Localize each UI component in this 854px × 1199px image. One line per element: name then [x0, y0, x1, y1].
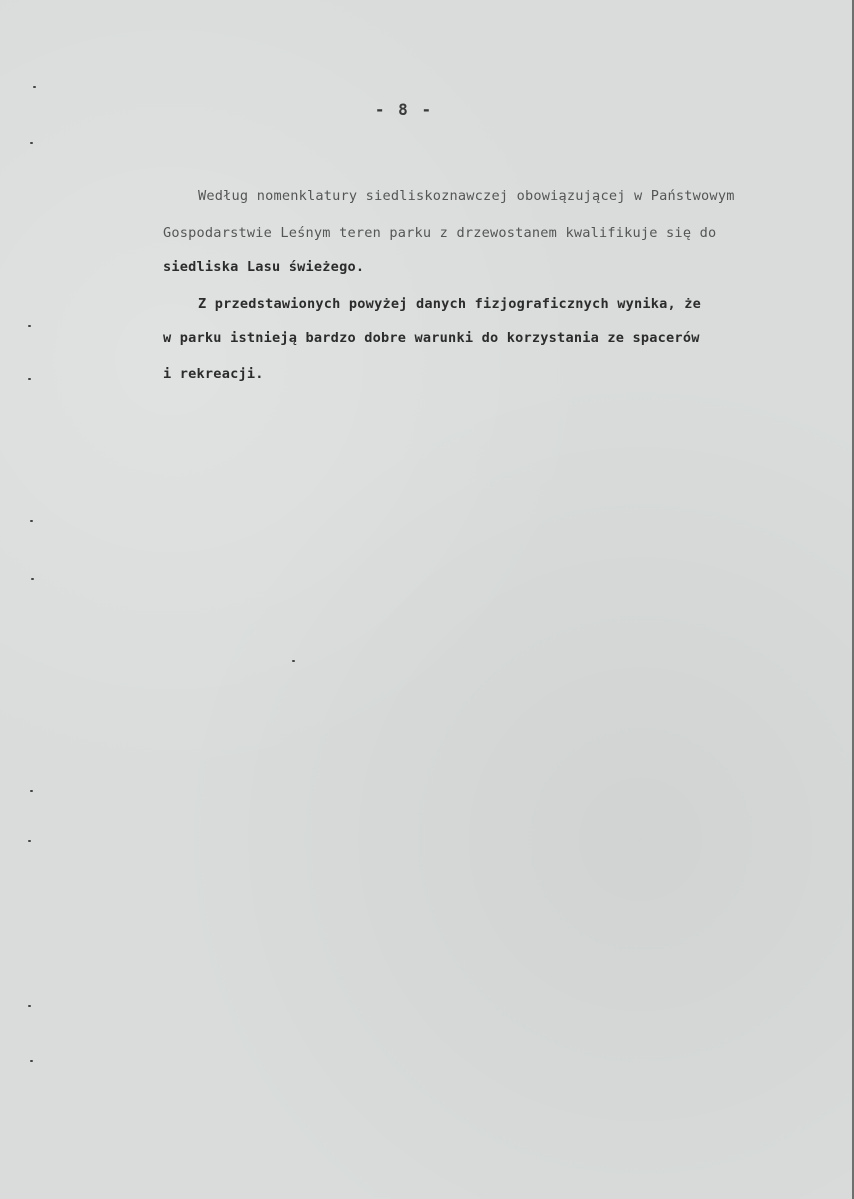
margin-mark [28, 378, 31, 380]
page-number: - 8 - [374, 100, 434, 119]
margin-mark [30, 1060, 33, 1062]
margin-mark [28, 325, 31, 327]
margin-mark [28, 1005, 31, 1007]
text-line-3: siedliska Lasu świeżego. [163, 259, 365, 275]
margin-mark [28, 840, 31, 842]
margin-mark [31, 578, 34, 580]
margin-mark [30, 790, 33, 792]
margin-mark [30, 520, 33, 522]
text-line-4: Z przedstawionych powyżej danych fizjograficznych wynika, że [198, 296, 702, 312]
text-line-5: w parku istnieją bardzo dobre warunki do korzystania ze spacerów [163, 330, 700, 346]
margin-mark [30, 142, 33, 144]
margin-mark [33, 86, 36, 88]
text-line-2: Gospodarstwie Leśnym teren parku z drzewostanem kwalifikuje się do [163, 225, 717, 241]
text-line-1: Według nomenklatury siedliskoznawczej obowiązującej w Państwowym [198, 188, 735, 204]
paper-speck [292, 660, 295, 662]
text-line-6: i rekreacji. [163, 366, 264, 382]
